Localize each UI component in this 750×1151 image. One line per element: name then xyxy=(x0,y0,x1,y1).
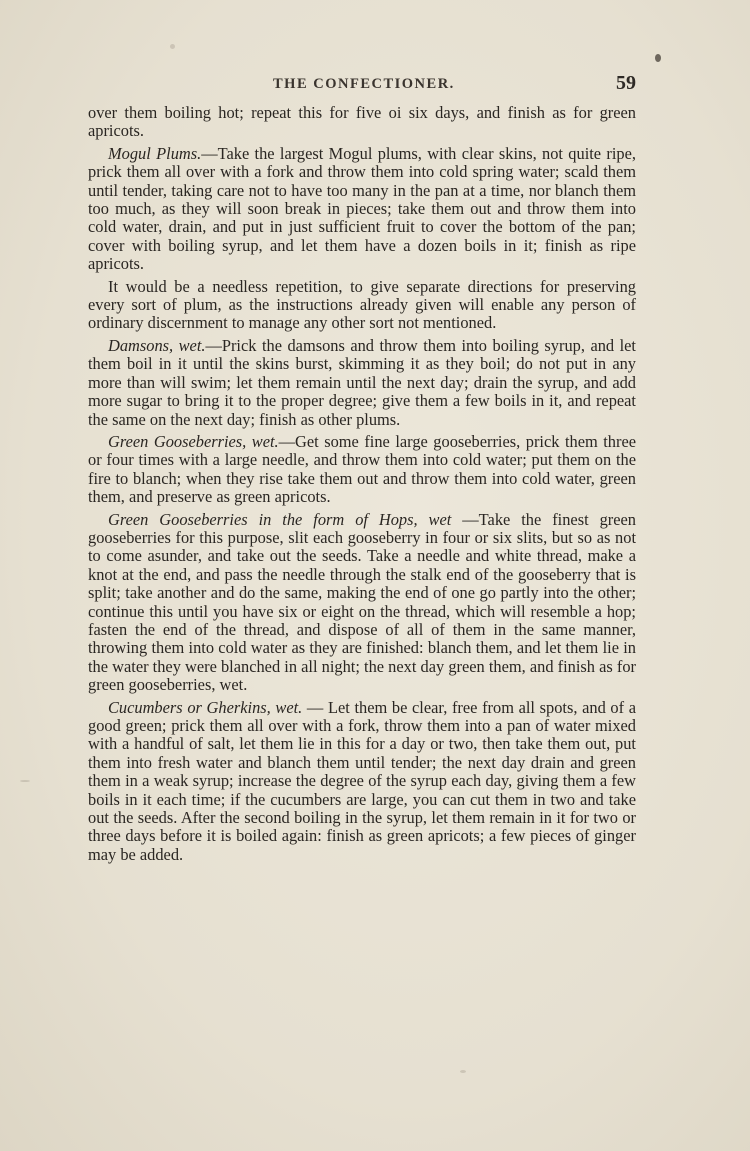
recipe-title: Mogul Plums. xyxy=(108,143,202,163)
recipe-paragraph xyxy=(88,511,636,695)
recipe-title: Green Gooseberries, wet. xyxy=(108,431,279,451)
running-head: THE CONFECTIONER. xyxy=(273,76,455,92)
paragraph-text: — Let them be clear, free from all spots, and of a good green; prick them all over with a fork, throw them into a pan of water mixed with a handful of salt, let them lie in this for a day or two, then take them out, put them into fresh water and blanch them until tender; the next day drain and green them in a weak syrup; increase the degree of the syrup each day, giving them a few boils in it each time; if the cucumbers are large, you can cut them in two and take out the seeds. After the second boiling in the syrup, let them remain in it for two or three days before it is boiled again: finish as green apricots; a few pieces of ginger may be added. xyxy=(88,697,637,864)
recipe-paragraph xyxy=(88,433,636,507)
paragraph-text: over them boiling hot; repeat this for five oi six days, and finish as for green apricots. xyxy=(88,103,636,141)
ink-blot xyxy=(655,54,661,62)
paragraph-text: —Take the finest green gooseberries for this purpose, slit each gooseberry in four or six slits, but so as not to come asunder, and take out the seeds. Take a needle and white thread, make a knot at the end, and pass the needle through the stalk end of the gooseberry that is split; take another and do the same, making the end of one go partly into the other; continue this until you have six or eight on the thread, which will resemble a hop; fasten the end of the thread, and dispose of all of them in the same manner, throwing them into cold water as they are finished: blanch them, and let them lie in the water they were blanched in all night; the next day green them, and finish as for green gooseberries, wet. xyxy=(88,509,636,695)
recipe-paragraph xyxy=(88,699,636,865)
recipe-title: Green Gooseberries in the form of Hops, wet xyxy=(108,509,452,529)
paragraph xyxy=(88,104,636,141)
recipe-paragraph xyxy=(88,145,636,274)
recipe-title: Damsons, wet. xyxy=(108,335,206,355)
paper-speck xyxy=(460,1070,466,1073)
paper-speck xyxy=(20,780,30,782)
paragraph-text: It would be a needless repetition, to give separate directions for preserving every sort of plum, as the instructions already given will enable any person of ordinary discernment to manage any other sort not mentioned. xyxy=(88,276,636,333)
paragraph xyxy=(88,278,636,333)
paragraph-text: —Get some fine large gooseberries, prick them three or four times with a large needle, and throw them into cold water; put them on the fire to blanch; when they rise take them out and throw them into cold water, green them, and preserve as green apricots. xyxy=(88,431,636,507)
paragraph-text: —Prick the damsons and throw them into boiling syrup, and let them boil in it until the skins burst, skimming it as they boil; do not put in any more than will swim; let them remain until the next day; drain the syrup, and add more sugar to bring it to the proper degree; give them a few boils in it, and repeat the same on the next day; finish as other plums. xyxy=(88,335,636,429)
page-header xyxy=(88,72,636,98)
paragraph-text: —Take the largest Mogul plums, with clear skins, not quite ripe, prick them all over with a fork and throw them into cold spring water; scald them until tender, taking care not to have too many in the pan at a time, nor blanch them too much, as they will soon break in pieces; take them out and throw them into cold water, drain, and put in just sufficient fruit to cover the bottom of the pan; cover with boiling syrup, and let them have a dozen boils in it; finish as ripe apricots. xyxy=(88,143,637,274)
paper-speck xyxy=(170,44,175,49)
recipe-paragraph xyxy=(88,337,636,429)
page-number: 59 xyxy=(616,72,636,94)
text-body xyxy=(88,104,636,868)
recipe-title: Cucumbers or Gherkins, wet. xyxy=(108,697,303,717)
